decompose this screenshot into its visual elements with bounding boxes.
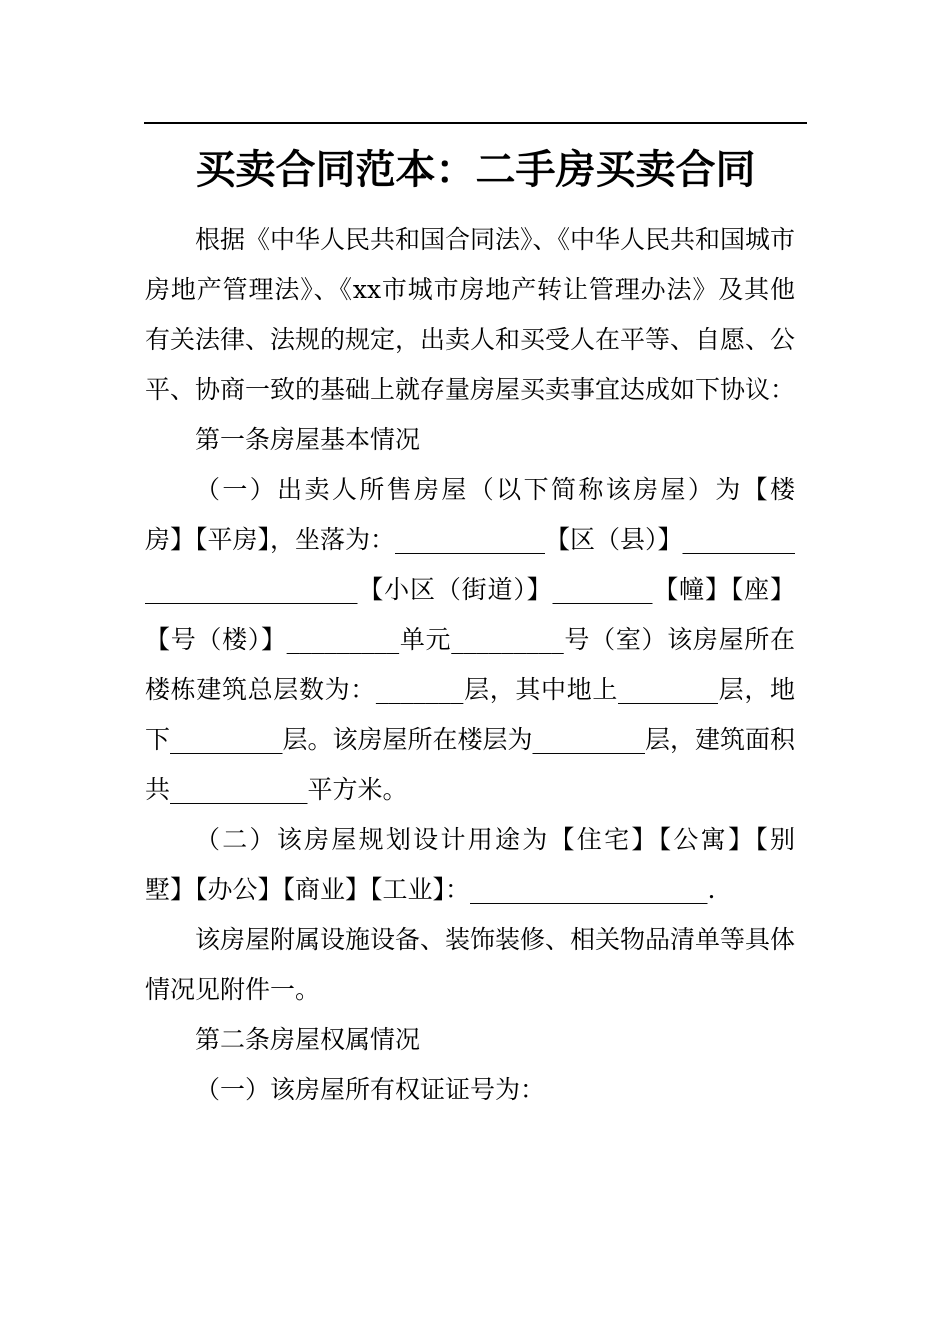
- article-2-heading: 第二条房屋权属情况: [195, 1025, 421, 1054]
- preamble-paragraph: 根据《中华人民共和国合同法》、《中华人民共和国城市房地产管理法》、《xx市城市房地产转让管理办法》及其他有关法律、法规的规定，出卖人和买受人在平等、自愿、公平、协商一致的基础上就存量房屋买卖事宜达成如下协议：: [145, 225, 796, 404]
- article-1-clause-1: （一）出卖人所售房屋（以下简称该房屋）为【楼房】【平房】，坐落为：____________【区（县）】__________________________【小区（街道）】________【幢】【座】【号（楼）】_________单元_________号（室）该房屋所在楼栋建筑总层数为：_______层，其中地上________层，地下_________层。该房屋所在楼层为_________层，建筑面积共___________平方米。: [145, 475, 796, 804]
- attachment-note: 该房屋附属设施设备、装饰装修、相关物品清单等具体情况见附件一。: [145, 925, 796, 1004]
- article-1-heading: 第一条房屋基本情况: [195, 425, 421, 454]
- document-title: 买卖合同范本：二手房买卖合同: [195, 147, 756, 193]
- article-2-clause-1: （一）该房屋所有权证证号为：: [195, 1075, 546, 1104]
- article-1-clause-2: （二）该房屋规划设计用途为【住宅】【公寓】【别墅】【办公】【商业】【工业】：___________________.: [145, 825, 795, 904]
- header-rule: [144, 122, 807, 124]
- document-body: [145, 215, 795, 1115]
